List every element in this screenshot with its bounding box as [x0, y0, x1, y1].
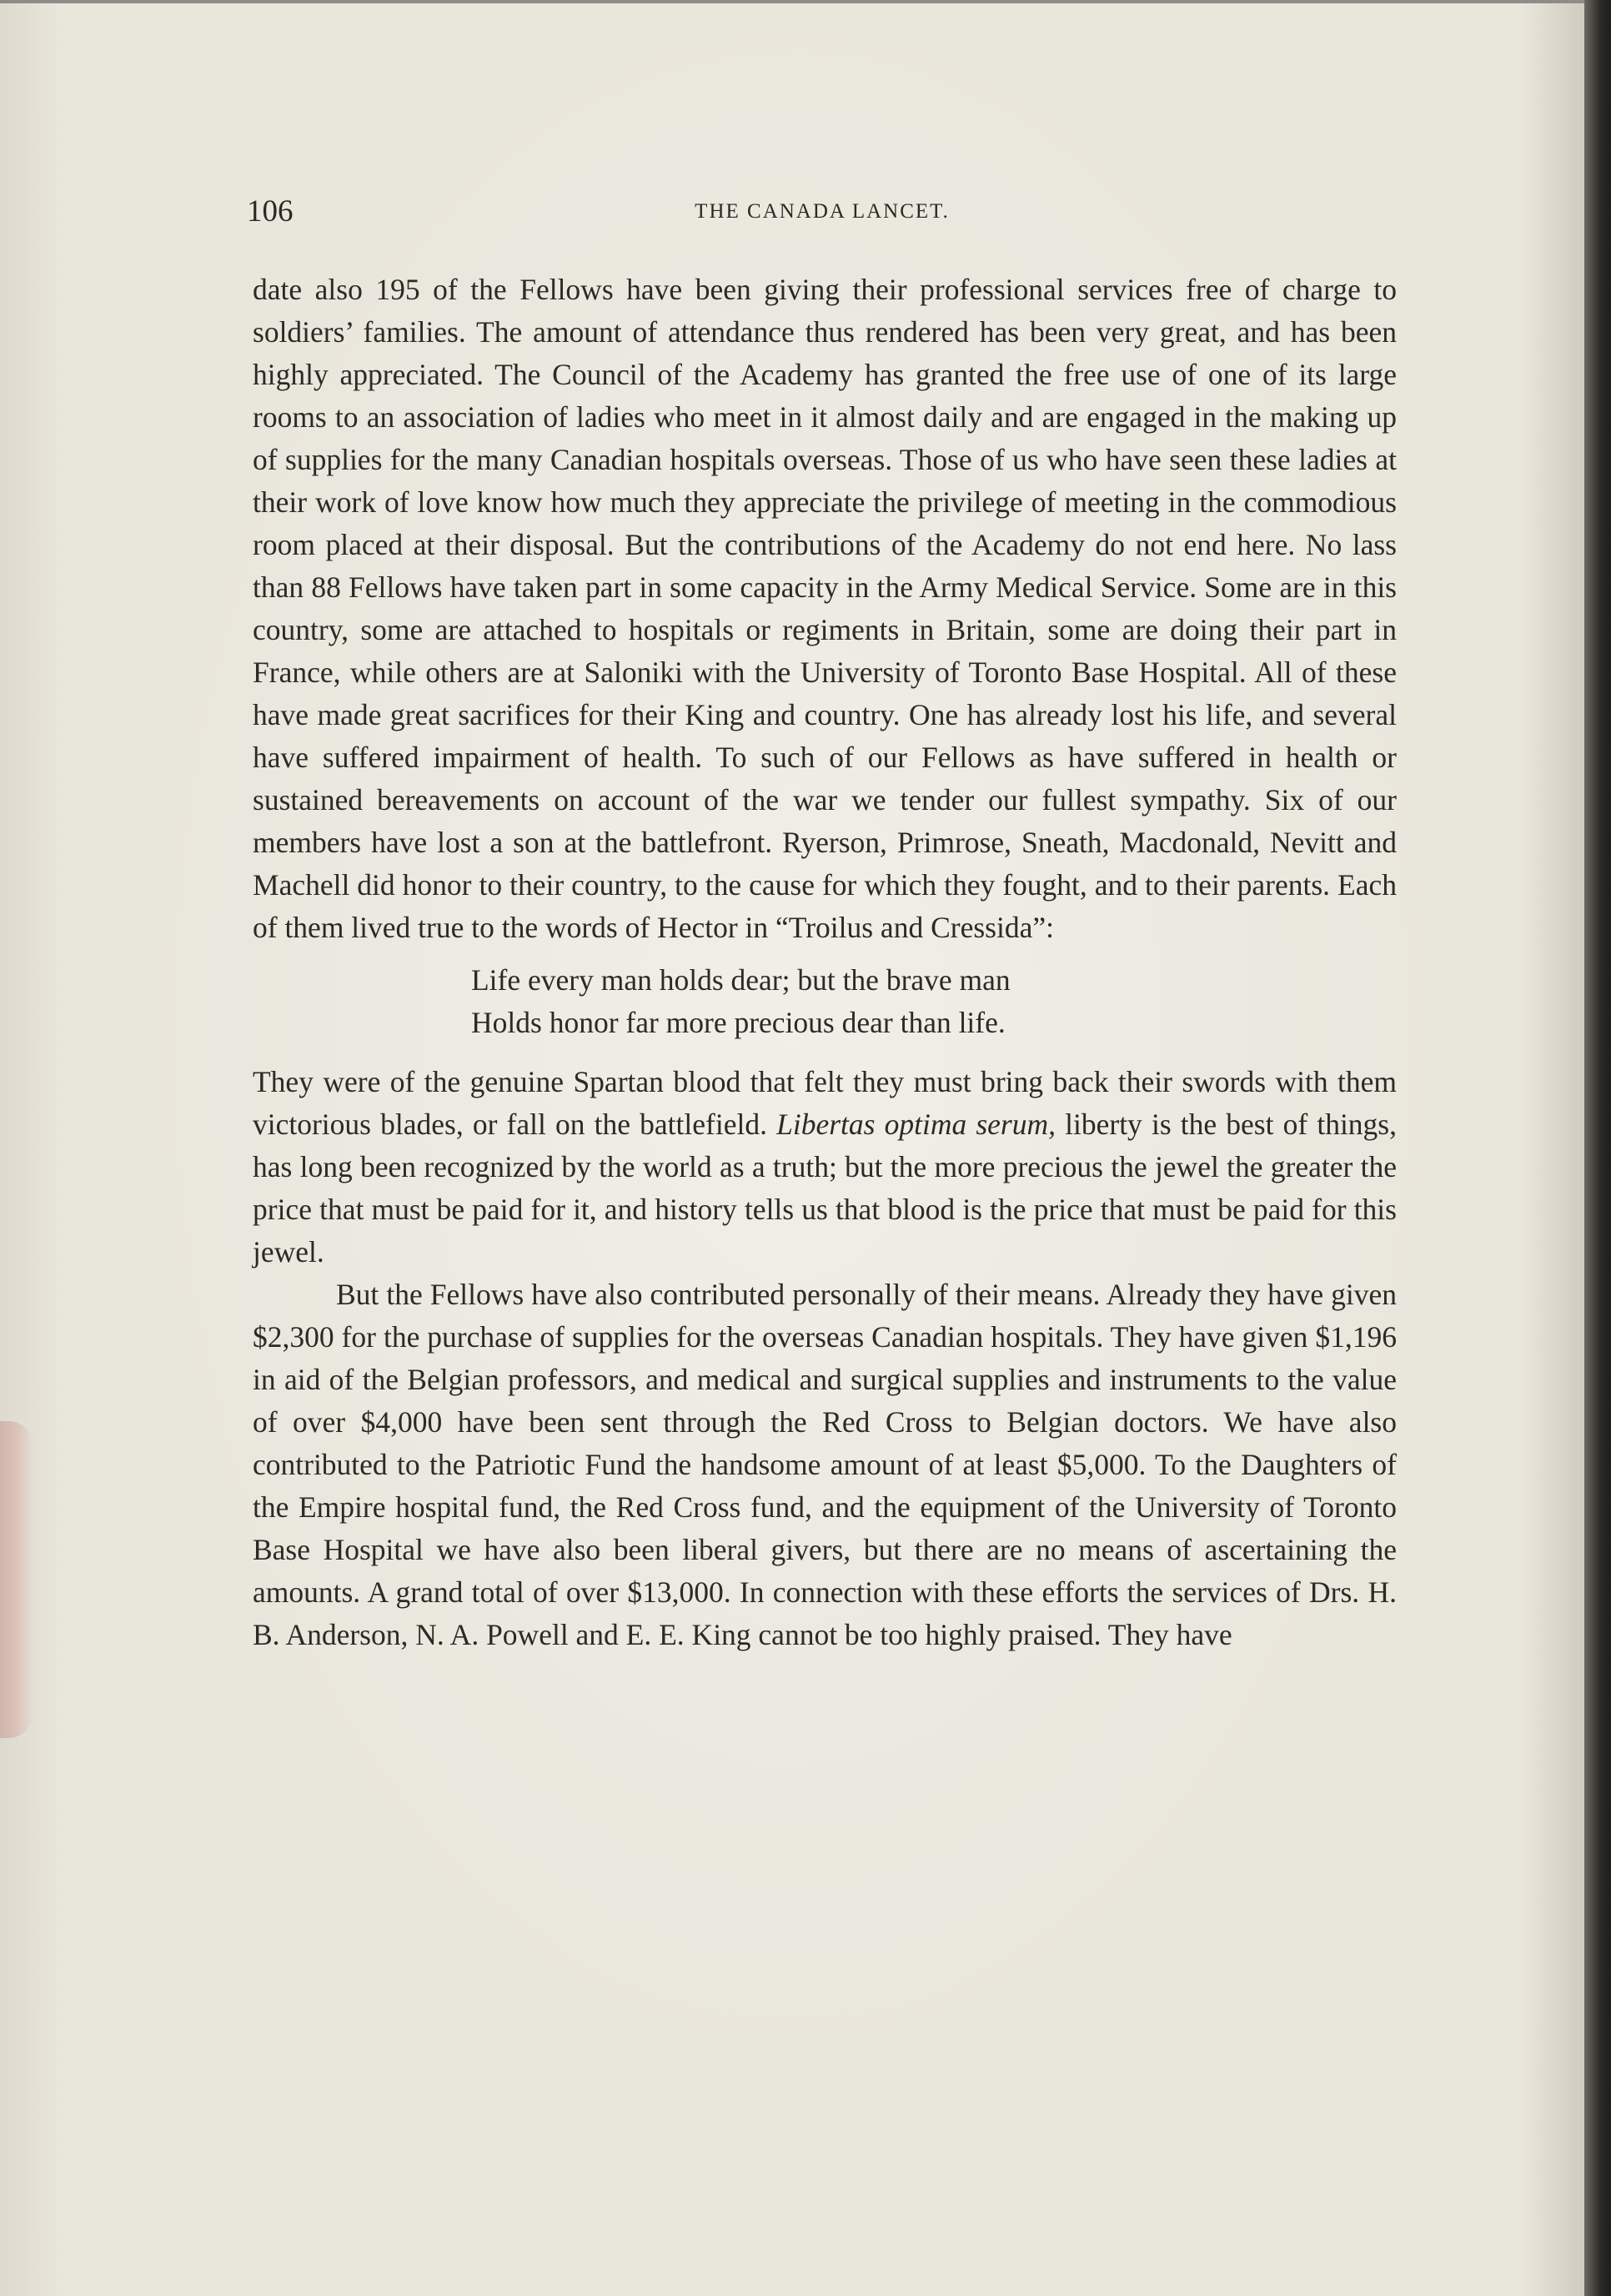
thumb-shadow [0, 1421, 33, 1738]
book-edge [1584, 0, 1611, 2296]
paragraph-1: date also 195 of the Fellows have been giving their professional services free of charge to soldiers’ families. The amount of attendance thus rendered has been very great, and has been highly appreciated. The Council of the Academy has granted the free use of one of its large rooms to an association of ladies who meet in it almost daily and are engaged in the making up of supplies for the many Canadian hospitals overseas. Those of us who have seen these ladies at their work of love know how much they appreciate the privilege of meeting in the commodious room placed at their disposal. But the contributions of the Academy do not end here. No lass than 88 Fellows have taken part in some capacity in the Army Medical Service. Some are in this country, some are attached to hospitals or regiments in Britain, some are doing their part in France, while others are at Saloniki with the University of Toronto Base Hospital. All of these have made great sacrifices for their King and country. One has already lost his life, and several have suffered impairment of health. To such of our Fellows as have suffered in health or sustained bereavements on account of the war we tender our fullest sympathy. Six of our members have lost a son at the battlefront. Ryerson, Primrose, Sneath, Macdonald, Nevitt and Machell did honor to their country, to the cause for which they fought, and to their parents. Each of them lived true to the words of Hector in “Troilus and Cressida”: [253, 273, 1397, 944]
paragraph-2-text-b: liberty is the best of things, has long been recognized by the world as a truth; but the more precious the jewel the greater the price that must be paid for it, and history tells us that blood is the price that must be paid for this jewel. [253, 1108, 1398, 1269]
verse-line-2: Holds honor far more precious dear than life. [471, 1006, 1006, 1039]
running-head: THE CANADA LANCET. [695, 200, 950, 223]
latin-phrase: Libertas optima serum, [776, 1108, 1056, 1141]
page-header [247, 193, 1398, 235]
verse-quote [471, 959, 1397, 1044]
body-text [253, 269, 1397, 1656]
paragraph-2 [253, 1061, 1397, 1274]
paragraph-2-text-a: They were of the genuine Spartan blood that felt they must bring back their swords with them victorious blades, or fall on the battlefield. [253, 1065, 1397, 1141]
page-number: 106 [247, 194, 294, 229]
paragraph-3: But the Fellows have also contributed personally of their means. Already they have given $2,300 for the purchase of supplies for the overseas Canadian hospitals. They have given $1,196 in aid of the Belgian professors, and medical and surgical supplies and instruments to the value of over $4,000 have been sent through the Red Cross to Belgian doctors. We have also contributed to the Patriotic Fund the handsome amount of at least $5,000. To the Daughters of the Empire hospital fund, the Red Cross fund, and the equipment of the University of Toronto Base Hospital we have also been liberal givers, but there are no means of ascertaining the amounts. A grand total of over $13,000. In connection with these efforts the services of Drs. H. B. Anderson, N. A. Powell and E. E. King cannot be too highly praised. They have [253, 1278, 1397, 1651]
verse-line-1: Life every man holds dear; but the brave man [471, 963, 1011, 997]
